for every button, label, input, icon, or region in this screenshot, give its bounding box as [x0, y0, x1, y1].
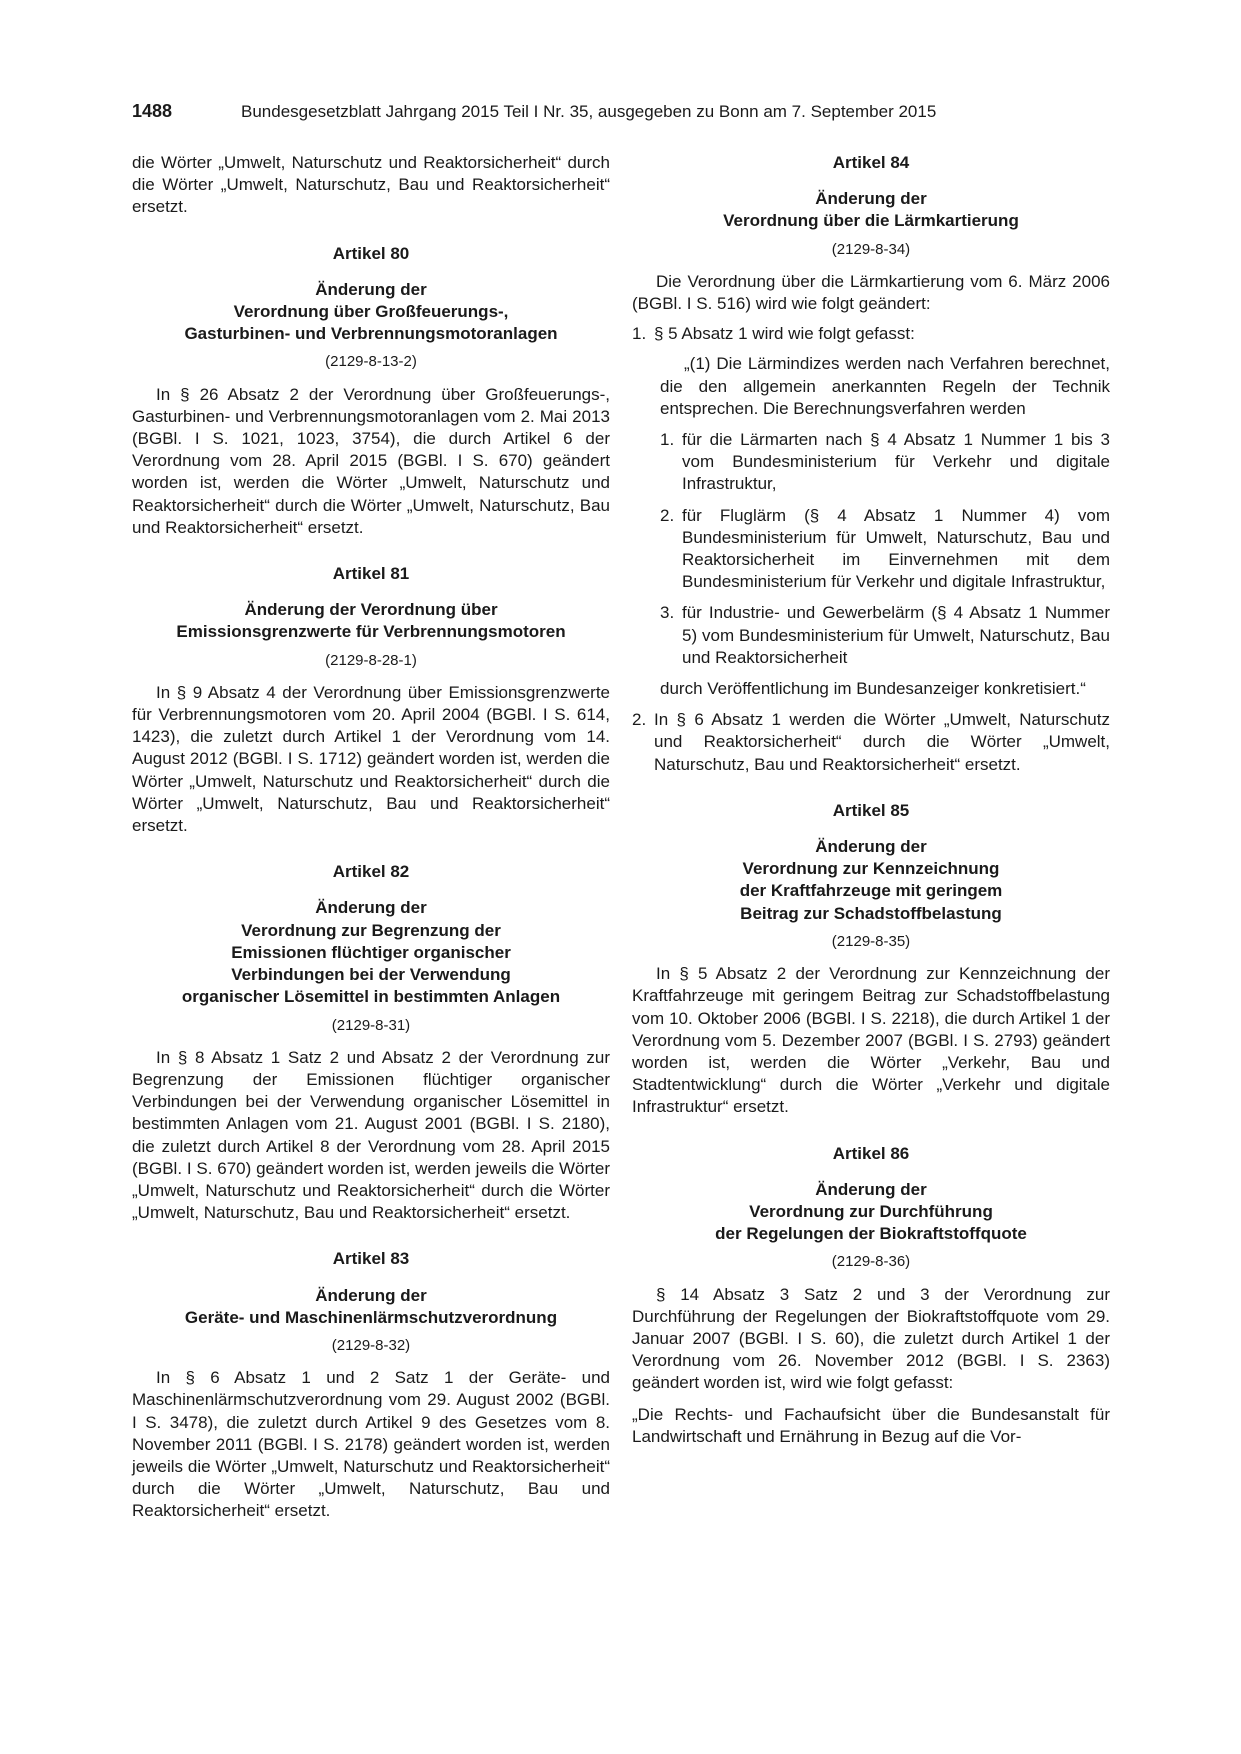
sub-list-item — [660, 429, 1110, 496]
article-85 — [632, 800, 1110, 1119]
article-title — [632, 836, 1110, 925]
fna-reference: (2129-8-31) — [331, 1016, 411, 1034]
article-number: Artikel 84 — [832, 153, 910, 172]
article-text: In § 8 Absatz 1 Satz 2 und Absatz 2 der Verordnung zur Begrenzung der Emissionen flüchtiger organischer Verbindungen bei der Verwendung organischer Lösemittel in bestimmten Anlagen vom 21. August 2001 (BGBl. I S. 2180), die zuletzt durch Artikel 8 der Verordnung vom 28. April 2015 (BGBl. I S. 670) geändert worden ist, werden jeweils die Wörter „Umwelt, Naturschutz und Reaktorsicherheit“ durch die Wörter „Umwelt, Naturschutz, Bau und Reaktorsicherheit“ ersetzt. — [132, 1047, 610, 1223]
sub-list-item-text: für Fluglärm (§ 4 Absatz 1 Nummer 4) vom Bundesministerium für Umwelt, Naturschutz, Bau und Reaktorsicherheit im Einvernehmen mit dem Bundesministerium für Verkehr und digitale Infrastruktur, — [682, 505, 1110, 592]
article-title-line: Verbindungen bei der Verwendung — [231, 965, 511, 985]
article-title-line: Verordnung über die Lärmkartierung — [723, 211, 1019, 231]
article-text: In § 26 Absatz 2 der Verordnung über Großfeuerungs-, Gasturbinen- und Verbrennungsmotoranlagen vom 2. Mai 2013 (BGBl. I S. 1021, 1023, 3754), die durch Artikel 6 der Verordnung vom 28. April 2015 (BGBl. I S. 670) geändert worden ist, werden die Wörter „Umwelt, Naturschutz und Reaktorsicherheit“ durch die Wörter „Umwelt, Naturschutz, Bau und Reaktorsicherheit“ ersetzt. — [132, 384, 610, 537]
article-title-line: Änderung der — [315, 898, 427, 918]
article-title-line: Änderung der — [315, 1285, 427, 1305]
fna-reference: (2129-8-34) — [831, 240, 911, 258]
page-header — [132, 101, 1010, 127]
sub-list-item — [660, 505, 1110, 594]
running-header-title: Bundesgesetzblatt Jahrgang 2015 Teil I Nr. 35, ausgegeben zu Bonn am 7. September 2015 — [241, 102, 937, 121]
quoted-text-tail: durch Veröffentlichung im Bundesanzeiger konkretisiert.“ — [660, 679, 1086, 699]
article-number: Artikel 80 — [332, 243, 410, 263]
sub-list-item-text: für Industrie- und Gewerbelärm (§ 4 Absatz 1 Nummer 5) vom Bundesministerium für Umwelt, Naturschutz, Bau und Reaktorsicherheit — [682, 603, 1110, 667]
article-title-line: Verordnung über Großfeuerungs-, — [233, 302, 509, 322]
article-title-line: Emissionen flüchtiger organischer — [231, 942, 511, 962]
article-title-line: Verordnung zur Begrenzung der — [241, 920, 501, 940]
sub-list-item — [660, 602, 1110, 669]
sub-list-item-number: 1. — [660, 430, 675, 450]
article-title-line: Änderung der — [815, 837, 927, 857]
quoted-text: „Die Rechts- und Fachaufsicht über die Bundesanstalt für Landwirtschaft und Ernährung in Bezug auf die Vor- — [632, 1404, 1110, 1446]
article-title-line: Änderung der — [815, 189, 927, 209]
right-column — [632, 152, 1110, 1448]
list-item — [632, 709, 1110, 776]
article-text: § 14 Absatz 3 Satz 2 und 3 der Verordnung zur Durchführung der Regelungen der Biokraftstoffquote vom 29. Januar 2007 (BGBl. I S. 60), die zuletzt durch Artikel 1 der Verordnung vom 26. November 2012 (BGBl. I S. 2363) geändert worden ist, wird wie folgt gefasst: — [632, 1284, 1110, 1393]
fna-reference: (2129-8-28-1) — [325, 651, 417, 669]
fna-reference: (2129-8-35) — [831, 932, 911, 950]
fna-reference: (2129-8-36) — [831, 1253, 911, 1271]
continuation-paragraph: die Wörter „Umwelt, Naturschutz und Reaktorsicherheit“ durch die Wörter „Umwelt, Naturschutz, Bau und Reaktorsicherheit“ ersetzt. — [132, 153, 610, 217]
article-title — [632, 188, 1110, 232]
article-number: Artikel 82 — [332, 862, 410, 882]
list-item — [632, 323, 1110, 345]
list-item-text: In § 6 Absatz 1 werden die Wörter „Umwelt, Naturschutz und Reaktorsicherheit“ durch die Wörter „Umwelt, Naturschutz, Bau und Reaktorsicherheit“ ersetzt. — [654, 710, 1110, 774]
article-title-line: Gasturbinen- und Verbrennungsmotoranlagen — [184, 324, 558, 344]
page-number: 1488 — [132, 101, 173, 121]
quoted-text: „(1) Die Lärmindizes werden nach Verfahren berechnet, die den allgemein anerkannten Regeln der Technik entsprechen. Die Berechnungsverfahren werden — [660, 354, 1110, 418]
article-80 — [132, 243, 610, 539]
article-title — [132, 599, 610, 643]
article-number: Artikel 85 — [832, 800, 910, 820]
article-83 — [132, 1248, 610, 1522]
article-title-line: der Kraftfahrzeuge mit geringem — [739, 881, 1003, 901]
article-title-line: Verordnung zur Kennzeichnung — [742, 859, 1000, 879]
article-title — [132, 279, 610, 346]
sub-list-item-text: für die Lärmarten nach § 4 Absatz 1 Nummer 1 bis 3 vom Bundesministerium für Verkehr und digitale Infrastruktur, — [682, 430, 1110, 494]
article-title — [132, 897, 610, 1008]
article-number: Artikel 83 — [332, 1249, 410, 1269]
article-text: In § 9 Absatz 4 der Verordnung über Emissionsgrenzwerte für Verbrennungsmotoren vom 20. April 2004 (BGBl. I S. 614, 1423), die zuletzt durch Artikel 1 der Verordnung vom 14. August 2012 (BGBl. I S. 1712) geändert worden ist, werden die Wörter „Umwelt, Naturschutz und Reaktorsicherheit“ durch die Wörter „Umwelt, Naturschutz, Bau und Reaktorsicherheit“ ersetzt. — [132, 682, 610, 836]
article-86 — [632, 1143, 1110, 1448]
left-column — [132, 152, 610, 1523]
sub-list-item-number: 2. — [660, 505, 675, 525]
article-title-line: Emissionsgrenzwerte für Verbrennungsmotoren — [176, 622, 566, 642]
fna-reference: (2129-8-13-2) — [325, 353, 417, 371]
list-item-text: § 5 Absatz 1 wird wie folgt gefasst: — [654, 324, 915, 344]
fna-reference: (2129-8-32) — [331, 1336, 411, 1354]
list-item-number: 1. — [632, 324, 647, 344]
article-title-line: Änderung der Verordnung über — [244, 600, 498, 620]
article-title — [132, 1285, 610, 1329]
article-title-line: Änderung der — [315, 279, 427, 299]
article-82 — [132, 861, 610, 1224]
article-81 — [132, 563, 610, 837]
article-title — [632, 1179, 1110, 1246]
article-84 — [632, 152, 1110, 776]
sub-list-item-number: 3. — [660, 603, 675, 623]
article-title-line: organischer Lösemittel in bestimmten Anlagen — [181, 987, 561, 1007]
quoted-provision — [632, 353, 1110, 700]
article-title-line: Änderung der — [815, 1179, 927, 1199]
article-text: In § 6 Absatz 1 und 2 Satz 1 der Geräte- und Maschinenlärmschutzverordnung vom 29. August 2002 (BGBl. I S. 3478), die zuletzt durch Artikel 9 des Gesetzes vom 8. November 2011 (BGBl. I S. 2178) geändert worden ist, werden jeweils die Wörter „Umwelt, Naturschutz und Reaktorsicherheit“ durch die Wörter „Umwelt, Naturschutz, Bau und Reaktorsicherheit“ ersetzt. — [132, 1368, 610, 1521]
article-title-line: Beitrag zur Schadstoffbelastung — [740, 903, 1002, 923]
amendment-list — [632, 323, 1110, 776]
article-title-line: der Regelungen der Biokraftstoffquote — [715, 1224, 1027, 1244]
list-item-number: 2. — [632, 710, 647, 730]
article-text: In § 5 Absatz 2 der Verordnung zur Kennzeichnung der Kraftfahrzeuge mit geringem Beitrag zur Schadstoffbelastung vom 10. Oktober 2006 (BGBl. I S. 2218), die durch Artikel 1 der Verordnung vom 5. Dezember 2007 (BGBl. I S. 2793) geändert worden ist, werden die Wörter „Verkehr, Bau und Stadtentwicklung“ durch die Wörter „Verkehr und digitale Infrastruktur“ ersetzt. — [632, 964, 1110, 1117]
article-title-line: Verordnung zur Durchführung — [749, 1201, 993, 1221]
article-text: Die Verordnung über die Lärmkartierung vom 6. März 2006 (BGBl. I S. 516) wird wie folgt geändert: — [632, 271, 1110, 314]
article-number: Artikel 86 — [832, 1143, 910, 1163]
article-title-line: Geräte- und Maschinenlärmschutzverordnung — [184, 1307, 558, 1327]
article-number: Artikel 81 — [332, 564, 410, 584]
